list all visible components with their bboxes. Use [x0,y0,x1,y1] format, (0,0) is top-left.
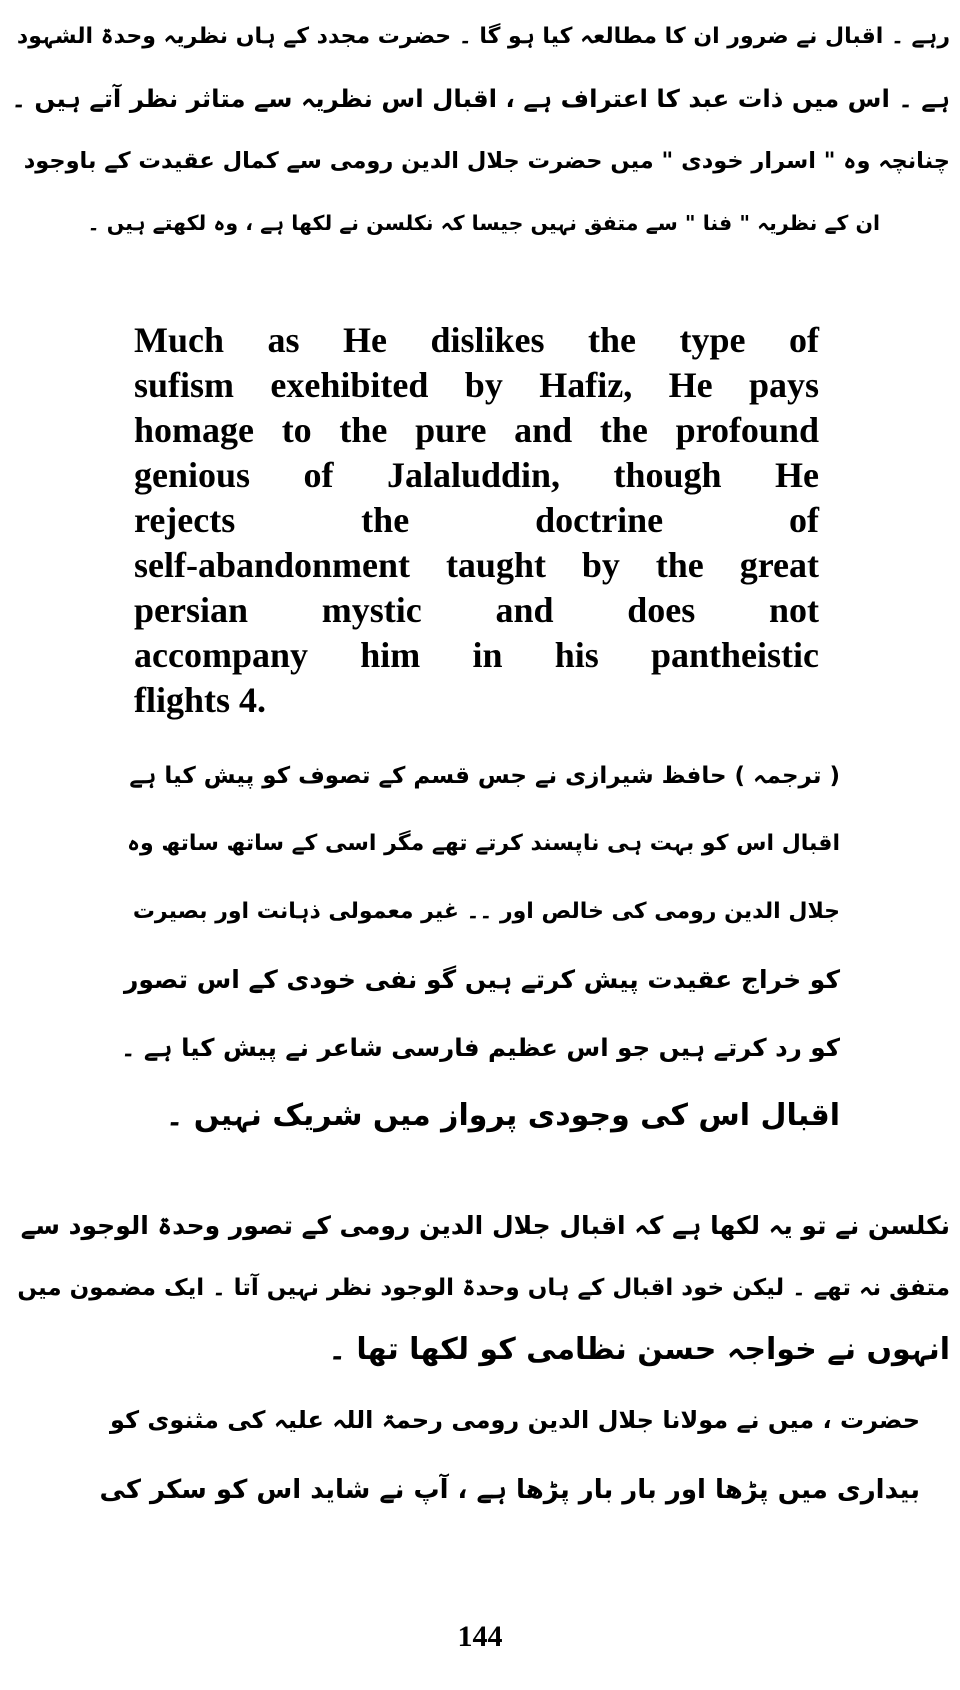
quote-line: flights 4. [134,680,267,720]
urdu-letter-quote [100,1385,920,1525]
quote-line: Much as He dislikes the type of [134,320,819,360]
text-line: رہے ۔ اقبال نے ضرور ان کا مطالعہ کیا ہو گا ۔ حضرت مجدد کے ہاں نظریہ وحدۃ الشہود [16,24,950,49]
quote-line: rejects the doctrine of [134,500,819,540]
quote-line: homage to the pure and the profound [134,410,819,450]
text-line: جلال الدین رومی کی خالص اور ۔۔ غیر معمولی ذہانت اور بصیرت [132,899,840,924]
urdu-paragraph-intro [10,6,950,254]
quote-line: self-abandonment taught by the great [134,545,819,585]
text-line: متفق نہ تھے ۔ لیکن خود اقبال کے ہاں وحدۃ الوجود نظر نہیں آتا ۔ ایک مضمون میں [17,1275,950,1301]
text-line: نکلسن نے تو یہ لکھا ہے کہ اقبال جلال الدین رومی کے تصور وحدۃ الوجود سے [20,1211,950,1240]
text-line: انہوں نے خواجہ حسن نظامی کو لکھا تھا ۔ [328,1332,950,1367]
text-line: اقبال اس کو بہت ہی ناپسند کرتے تھے مگر اسی کے ساتھ ساتھ وہ [127,831,840,856]
english-blockquote [134,318,819,723]
quote-line: accompany him in his pantheistic [134,635,819,675]
text-line: ان کے نظریہ " فنا " سے متفق نہیں جیسا کہ نکلسن نے لکھا ہے ، وہ لکھتے ہیں ۔ [87,211,880,235]
page-number: 144 [457,1620,503,1653]
text-line: اقبال اس کی وجودی پرواز میں شریک نہیں ۔ [165,1098,840,1133]
quote-line: persian mystic and does not [134,590,819,630]
quote-line: genious of Jalaluddin, though He [134,455,819,495]
text-line: بیداری میں پڑھا اور بار بار پڑھا ہے ، آپ نے شاید اس کو سکر کی [99,1475,920,1505]
text-line: کو رد کرتے ہیں جو اس عظیم فارسی شاعر نے پیش کیا ہے ۔ [120,1033,840,1062]
urdu-translation [120,742,840,1150]
text-line: کو خراج عقیدت پیش کرتے ہیں گو نفی خودی کے اس تصور [123,965,840,994]
urdu-paragraph-nicholson [10,1195,950,1381]
text-line: ہے ۔ اس میں ذات عبد کا اعتراف ہے ، اقبال اس نظریہ سے متاثر نظر آتے ہیں ۔ [11,84,950,113]
text-line: چنانچہ وہ " اسرار خودی " میں حضرت جلال الدین رومی سے کمال عقیدت کے باوجود [23,148,950,174]
text-line: ( ترجمہ ) حافظ شیرازی نے جس قسم کے تصوف کو پیش کیا ہے [129,763,840,789]
text-line: حضرت ، میں نے مولانا جلال الدین رومی رحمۃ اللہ علیہ کی مثنوی کو [110,1406,920,1434]
quote-line: sufism exehibited by Hafiz, He pays [134,365,819,405]
